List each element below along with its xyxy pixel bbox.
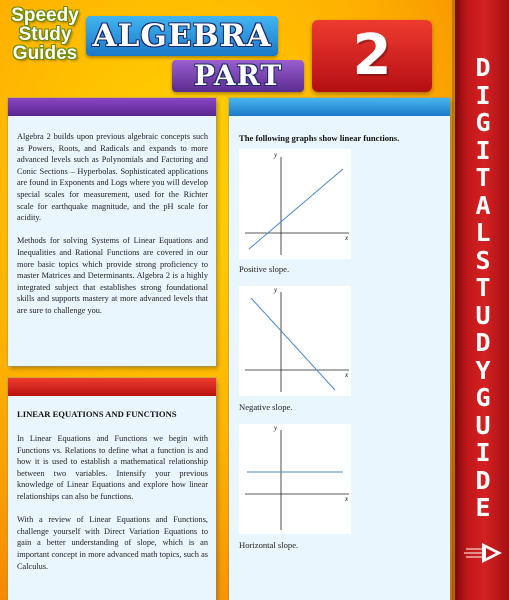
- graphs-intro: The following graphs show linear functions.: [239, 133, 400, 143]
- brand-line-3: Guides: [12, 43, 78, 64]
- graph-positive-slope: [239, 149, 351, 259]
- spine-letter: L: [475, 218, 491, 247]
- graphs-panel-bar: [229, 98, 450, 116]
- spine-letter: G: [475, 383, 491, 412]
- graphs-panel: [229, 98, 450, 600]
- spine-letter: D: [475, 465, 491, 495]
- x-axis-label: x: [345, 234, 349, 242]
- graph-negative-slope: [239, 286, 351, 396]
- y-axis-label: y: [274, 286, 278, 294]
- intro-panel: [8, 98, 216, 366]
- brand-logo: [8, 6, 82, 63]
- spine-letter: E: [475, 493, 491, 522]
- spine-letter: I: [475, 438, 491, 467]
- spine-letter: I: [475, 80, 491, 110]
- intro-panel-bar: [8, 98, 216, 116]
- brand-line-1: Speedy: [11, 5, 79, 26]
- linear-heading: LINEAR EQUATIONS AND FUNCTIONS: [17, 409, 177, 419]
- linear-paragraph-1: In Linear Equations and Functions we begin with Functions vs. Relations to define what a function is and how it is used to establish a mathematical relationship between two variables. Intensify your previous knowledge of Linear Equations and explore how linear relationships can also be functions.: [17, 434, 208, 501]
- caption-positive-slope: Positive slope.: [239, 264, 290, 274]
- y-axis-label: y: [274, 151, 278, 159]
- linear-paragraph-2: With a review of Linear Equations and Functions, challenge yourself with Direct Variation Equations to gain a better understanding of slope, which is an important concept in more advanced math topics, such as Calculus.: [17, 515, 208, 571]
- title-algebra: ALGEBRA: [86, 16, 278, 56]
- spine-letter: D: [475, 328, 491, 357]
- spine-letter: I: [475, 135, 491, 165]
- spine-letter: Y: [475, 355, 491, 385]
- spine-letter: D: [475, 53, 491, 82]
- linear-equations-panel: [8, 378, 216, 600]
- caption-negative-slope: Negative slope.: [239, 402, 293, 412]
- spine-title: [460, 54, 506, 522]
- spine-letter: S: [475, 245, 491, 275]
- brand-line-2: Study: [18, 24, 72, 45]
- spine-letter: T: [475, 163, 491, 192]
- positive-slope-line: [249, 169, 343, 249]
- spine-letter: U: [475, 410, 491, 440]
- spine-letter: G: [475, 108, 491, 137]
- x-axis-label: x: [345, 495, 349, 503]
- negative-slope-line: [251, 298, 335, 390]
- linear-text: [17, 433, 208, 584]
- title-part: PART: [172, 60, 304, 92]
- spine-letter: T: [475, 273, 491, 302]
- spine-letter: A: [475, 190, 491, 220]
- volume-number: 2: [312, 20, 432, 92]
- intro-paragraph-1: Algebra 2 builds upon previous algebraic concepts such as Powers, Roots, and Radicals and expands to more advanced levels such as Polynomials and Factoring and Conic Sections – Hyperbolas. Sophisticated applications are found in Exponents and Logs where you will develop special scales for measurement, used for the Richter scale for earthquake magnitude, and the pH scale for acidity.: [17, 132, 208, 223]
- graph-horizontal-slope: [239, 424, 351, 534]
- intro-text: [17, 131, 208, 328]
- linear-panel-bar: [8, 378, 216, 396]
- caption-horizontal-slope: Horizontal slope.: [239, 540, 299, 550]
- x-axis-label: x: [345, 371, 349, 379]
- y-axis-label: y: [274, 424, 278, 432]
- intro-paragraph-2: Methods for solving Systems of Linear Equations and Inequalities and Rational Functions are covered in our more basic topics which provide strong proficiency to master Matrices and Determinants. Algebra 2 is a highly integrated subject that establishes strong foundational skills and supports mastery at more advanced levels that are sure to challenge you.: [17, 236, 208, 315]
- publisher-arrow-icon: [464, 540, 504, 571]
- spine-letter: U: [475, 300, 491, 330]
